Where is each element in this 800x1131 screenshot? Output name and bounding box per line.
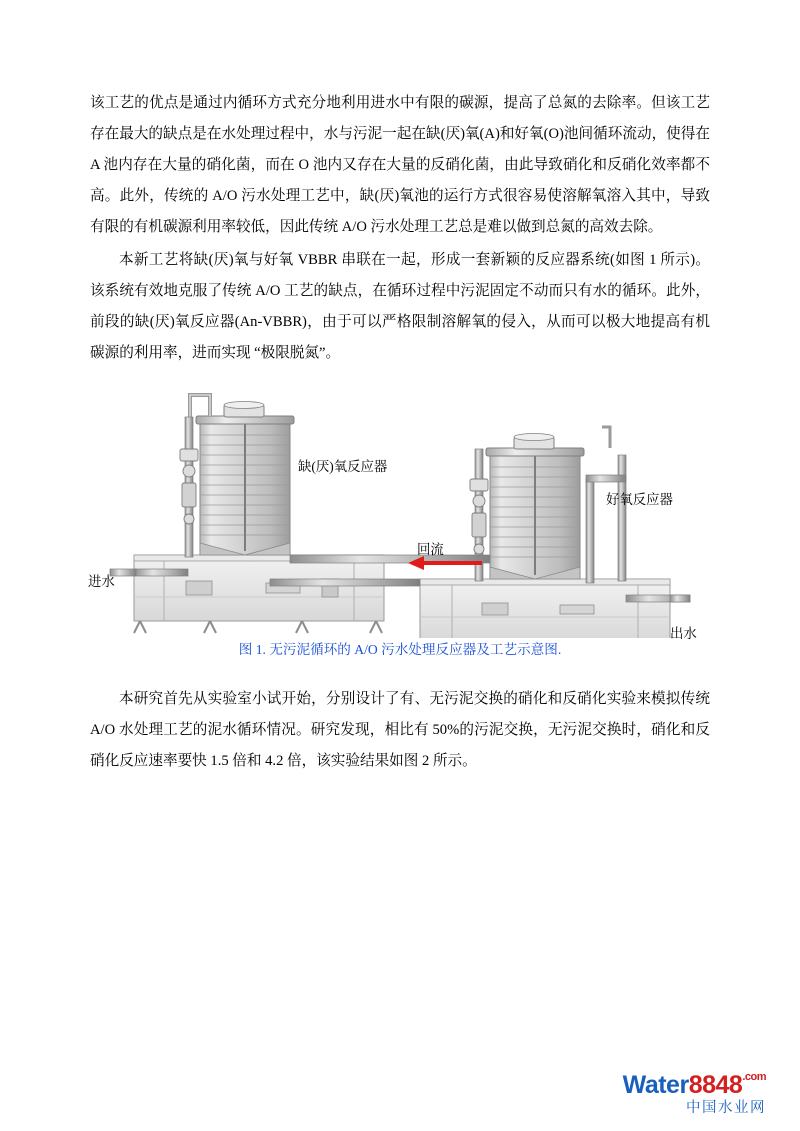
watermark-brand-suffix: .com	[742, 1070, 766, 1083]
watermark	[623, 1071, 766, 1117]
label-anoxic-reactor: 缺(厌)氧反应器	[298, 459, 388, 474]
right-base-frame	[420, 579, 670, 638]
document-body	[90, 88, 710, 779]
paragraph-2: 本新工艺将缺(厌)氧与好氧 VBBR 串联在一起，形成一套新颖的反应器系统(如图 1 所示)。该系统有效地克服了传统 A/O 工艺的缺点，在循环过程中污泥固定不动而只有水的循环。此外，前段的缺(厌)氧反应器(An-VBBR)，由于可以严格限制溶解氧的侵入，从而可以极大地提高有机碳源的利用率，进而实现 “极限脱氮”。	[90, 252, 710, 361]
figure-1	[90, 383, 710, 658]
figure-caption: 图 1. 无污泥循环的 A/O 污水处理反应器及工艺示意图.	[238, 642, 562, 657]
watermark-brand	[623, 1071, 766, 1100]
figure-1-diagram	[90, 383, 710, 638]
watermark-brand-number: 8848	[688, 1070, 743, 1099]
watermark-subtitle: 中国水业网	[686, 1100, 766, 1117]
label-effluent: 出水	[670, 626, 697, 641]
watermark-brand-water: Water	[622, 1070, 689, 1099]
left-base-frame	[134, 555, 384, 633]
paragraph-3: 本研究首先从实验室小试开始，分别设计了有、无污泥交换的硝化和反硝化实验来模拟传统 A/O 水处理工艺的泥水循环情况。研究发现，相比有 50%的污泥交换，无污泥交换时，硝化和反硝化反应速率要快 1.5 倍和 4.2 倍，该实验结果如图 2 所示。	[90, 691, 710, 769]
anoxic-reactor-vessel	[190, 395, 294, 555]
label-reflux: 回流	[417, 542, 444, 557]
paragraph-1: 该工艺的优点是通过内循环方式充分地利用进水中有限的碳源，提高了总氮的去除率。但该工艺存在最大的缺点是在水处理过程中，水与污泥一起在缺(厌)氧(A)和好氧(O)池间循环流动，使得在 A 池内存在大量的硝化菌，而在 O 池内又存在大量的反硝化菌，由此导致硝化和反硝化效率都不高。此外，传统的 A/O 污水处理工艺中，缺(厌)氧池的运行方式很容易使溶解氧溶入其中，导致有限的有机碳源利用率较低，因此传统 A/O 污水处理工艺总是难以做到总氮的高效去除。	[90, 95, 710, 235]
influent-piping	[110, 569, 188, 576]
label-aerobic-reactor: 好氧反应器	[606, 492, 673, 507]
anoxic-side-piping	[180, 417, 198, 557]
label-influent: 进水	[88, 574, 115, 589]
